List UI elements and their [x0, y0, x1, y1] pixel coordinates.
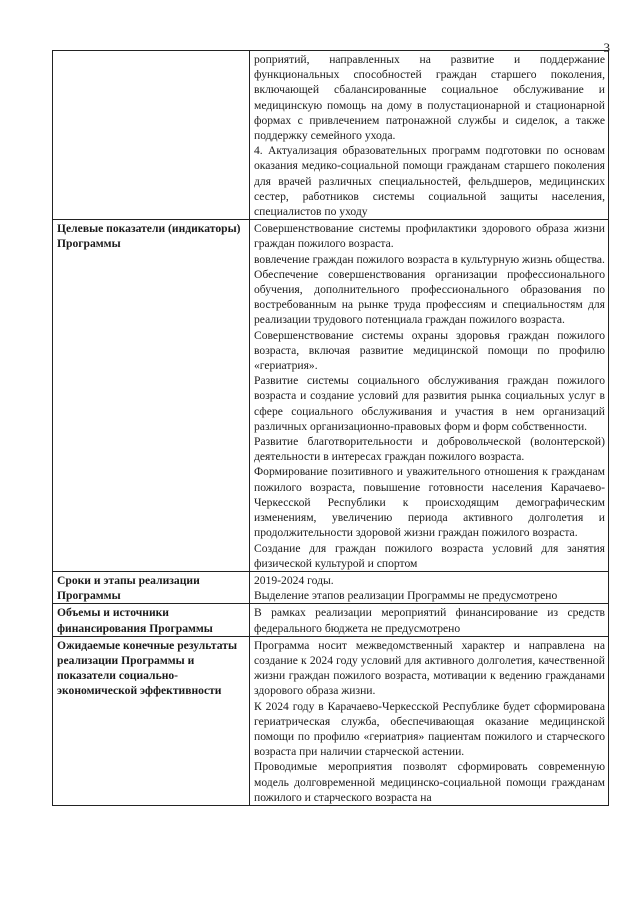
table-row [53, 604, 609, 636]
paragraph: Проводимые мероприятия позволят сформировать современную модель долговременной медицинско-социальной помощи гражданам пожилого и старческого возраста на [254, 760, 605, 804]
row-value [250, 604, 609, 636]
row-value [250, 636, 609, 805]
paragraph: Развитие благотворительности и добровольческой (волонтерской) деятельности в интересах граждан пожилого возраста. [254, 435, 605, 464]
paragraph: роприятий, направленных на развитие и поддержание функциональных способностей граждан старшего поколения, включающей сбалансированные социальное обслуживание и медицинскую помощь на дому в полустационарной и стационарной формах с привлечением патронажной службы и сиделок, а также поддержку семейного ухода. [254, 53, 605, 143]
paragraph: Программа носит межведомственный характер и направлена на создание к 2024 году условий для активного долголетия, качественной жизни граждан пожилого возраста, мотивации к ведению гражданами здорового образа жизни. [254, 638, 605, 698]
paragraph: Совершенствование системы охраны здоровья граждан пожилого возраста, включая развитие медицинской помощи по профилю «гериатрия». [254, 328, 605, 373]
row-label: Объемы и источники финансирования Программы [53, 604, 250, 636]
page-number: 3 [603, 40, 610, 55]
row-label: Сроки и этапы реализации Программы [53, 571, 250, 603]
paragraph: Обеспечение совершенствования организации профессионального обучения, дополнительного профессионального образования по востребованным на рынке труда профессиям и специальностям для реализации трудового потенциала граждан пожилого возраста. [254, 267, 605, 327]
paragraph: К 2024 году в Карачаево-Черкесской Республике будет сформирована гериатрическая служба, обеспечивающая оказание медицинской помощи по профилю «гериатрия» пациентам пожилого и старческого возраста при наличии старческой астении. [254, 699, 605, 759]
table-row [53, 220, 609, 572]
row-value [250, 571, 609, 603]
table-row [53, 51, 609, 220]
program-passport-table [52, 50, 609, 806]
row-value [250, 220, 609, 572]
paragraph: Совершенствование системы профилактики здорового образа жизни граждан пожилого возраста. [254, 222, 605, 251]
row-label: Целевые показатели (индикаторы) Программы [53, 220, 250, 572]
table-row [53, 636, 609, 805]
paragraph: В рамках реализации мероприятий финансирование из средств федерального бюджета не предусмотрено [254, 606, 605, 635]
row-label [53, 51, 250, 220]
paragraph: Создание для граждан пожилого возраста условий для занятия физической культурой и спортом [254, 541, 605, 570]
paragraph: 4. Актуализация образовательных программ подготовки по основам оказания медико-социальной помощи гражданам старшего поколения для врачей различных специальностей, фельдшеров, медицинских сестер, работников системы социальной защиты населения, специалистов по уходу [254, 144, 605, 219]
row-value [250, 51, 609, 220]
paragraph: 2019-2024 годы. [254, 573, 334, 587]
paragraph: Формирование позитивного и уважительного отношения к гражданам пожилого возраста, повышение готовности населения Карачаево-Черкесской Республики к происходящим демографическим изменениям, увеличению периода активного долголетия и продолжительности здоровой жизни граждан пожилого возраста. [254, 465, 605, 540]
paragraph: Развитие системы социального обслуживания граждан пожилого возраста и создание условий для развития рынка социальных услуг в сфере социального обслуживания и участия в нем организаций различных организационно-правовых форм и форм собственности. [254, 374, 605, 433]
row-label: Ожидаемые конечные результаты реализации Программы и показатели социально-экономической эффективности [53, 636, 250, 805]
paragraph: вовлечение граждан пожилого возраста в культурную жизнь общества. [254, 252, 605, 266]
paragraph: Выделение этапов реализации Программы не предусмотрено [254, 589, 558, 603]
table-row [53, 571, 609, 603]
